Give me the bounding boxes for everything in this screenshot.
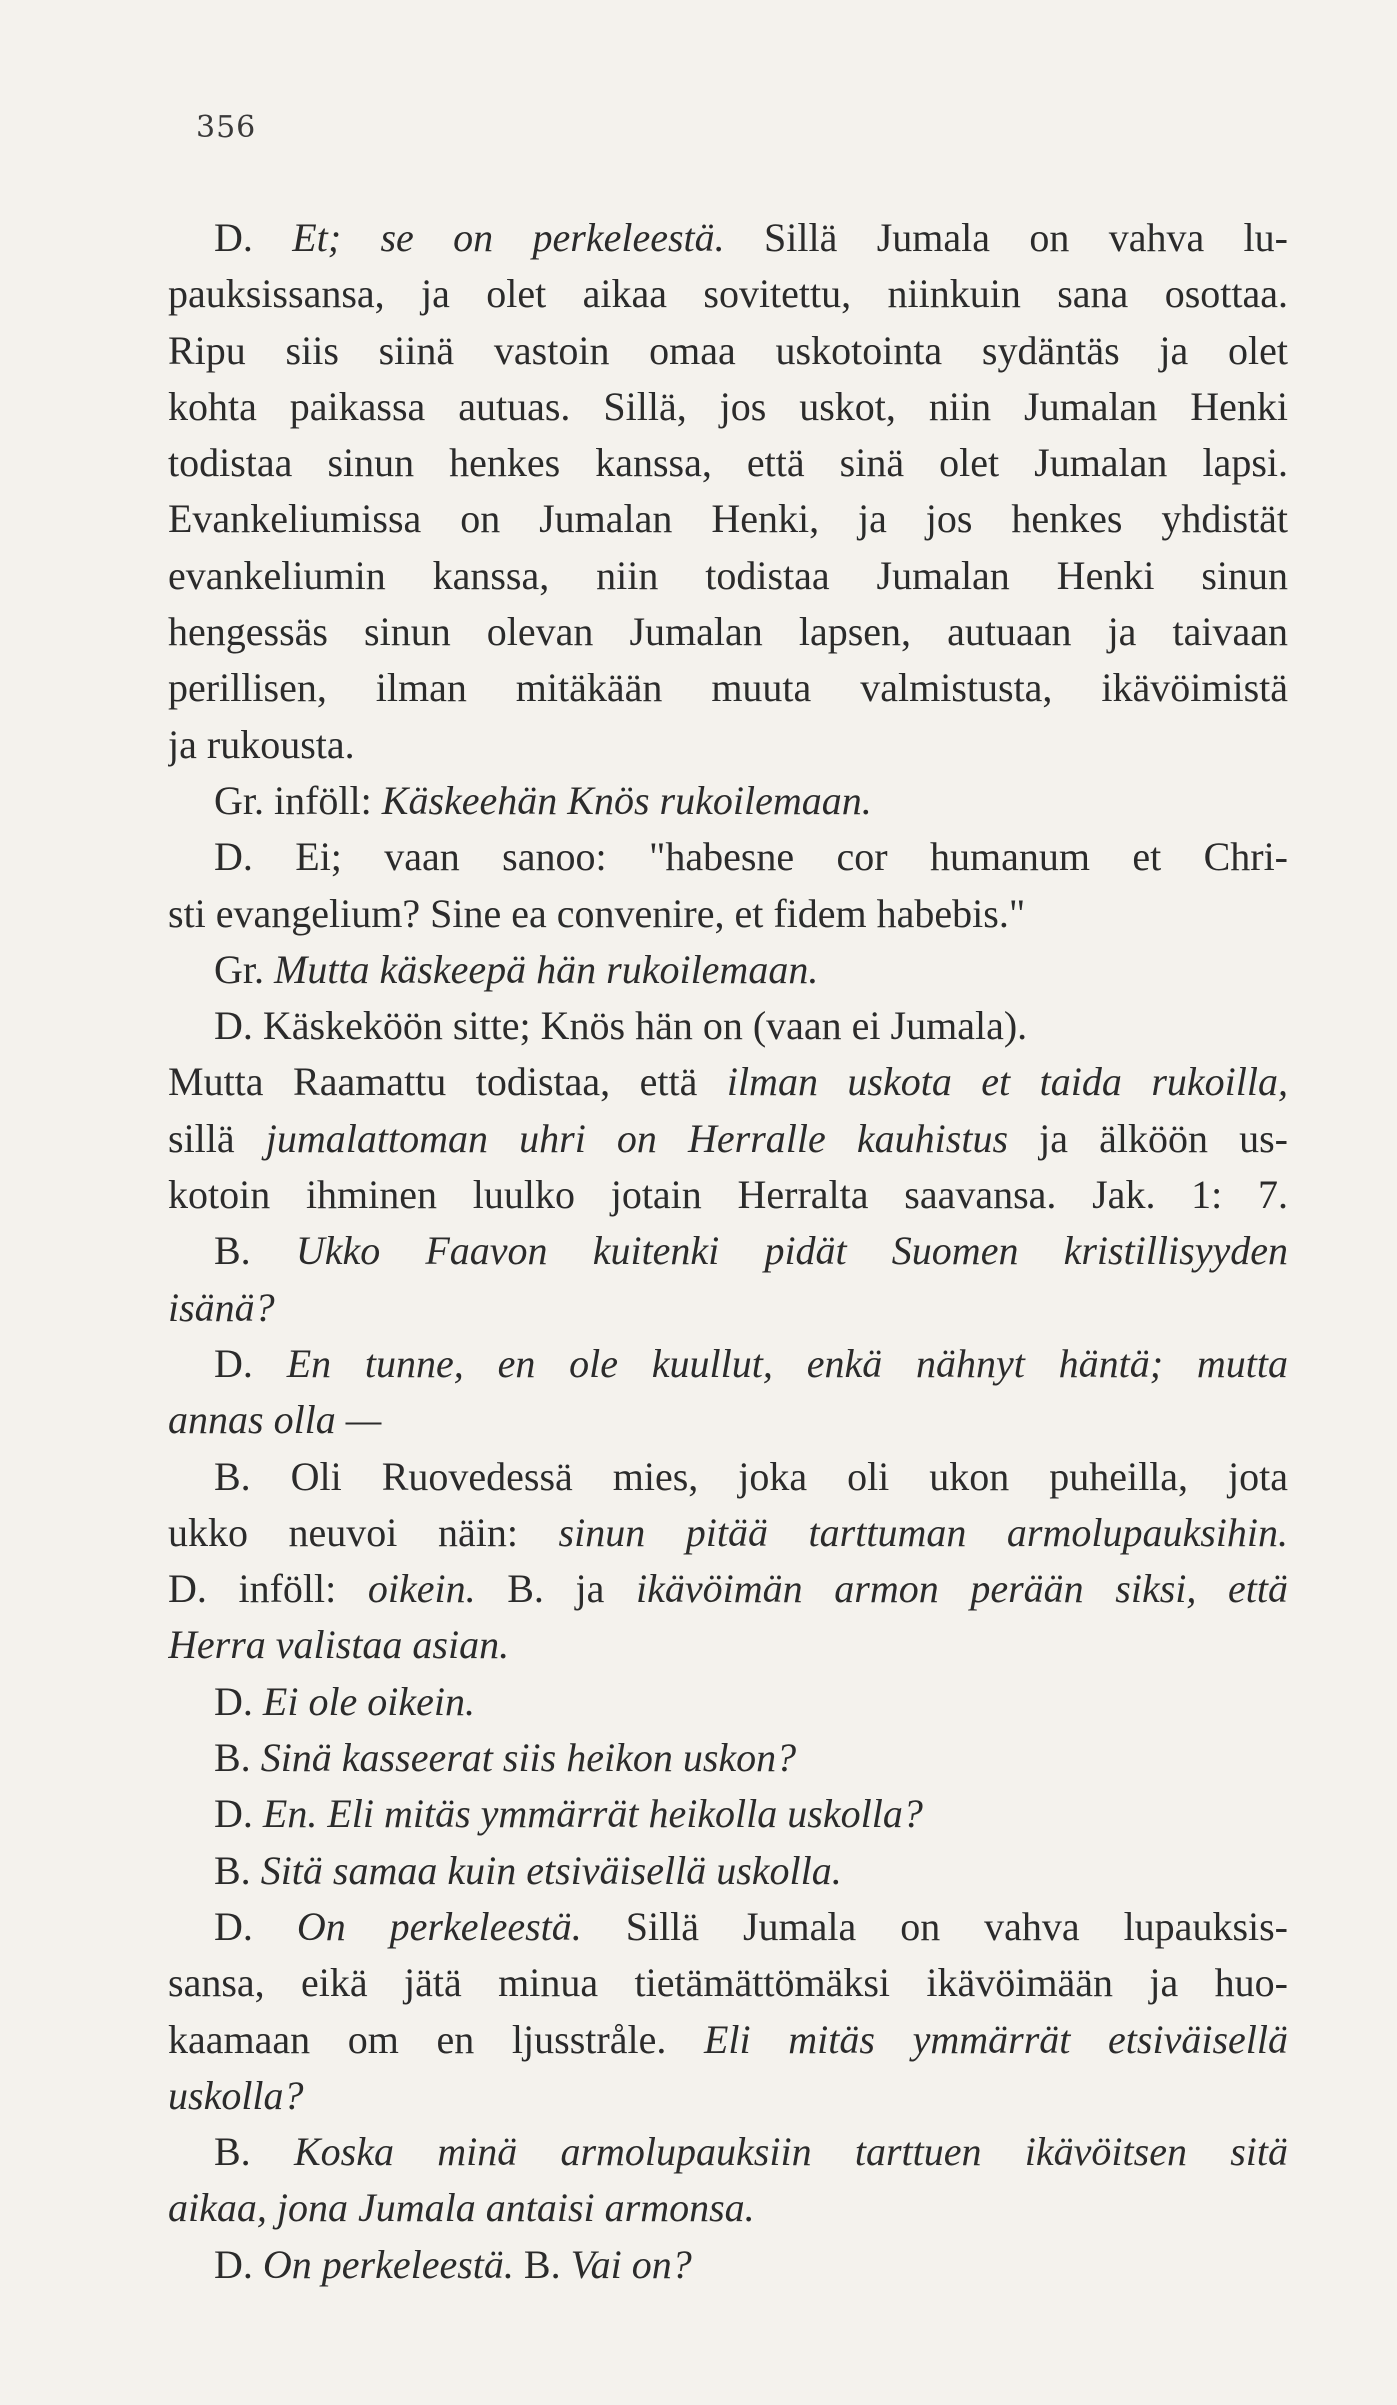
italic-text-segment: Herra valistaa asian.: [168, 1622, 510, 1668]
italic-text-segment: isänä?: [168, 1284, 275, 1330]
text-segment: D.: [214, 2241, 263, 2287]
text-line: [168, 210, 1288, 266]
italic-text-segment: On perkeleestä.: [296, 1903, 582, 1949]
text-segment: B.: [214, 1228, 296, 1274]
text-segment: B.: [513, 2241, 571, 2287]
text-segment: kaamaan om en ljusstråle.: [168, 2016, 704, 2062]
text-segment: B.: [214, 2129, 294, 2175]
text-segment: D. inföll:: [168, 1566, 368, 1612]
text-line: [168, 1899, 1288, 1955]
italic-text-segment: Mutta käskeepä hän rukoilemaan.: [274, 946, 819, 992]
italic-text-segment: En. Eli mitäs ymmärrät heikolla uskolla?: [262, 1791, 923, 1837]
text-segment: ja älköön us-: [1008, 1115, 1288, 1161]
italic-text-segment: Vai on?: [570, 2241, 692, 2287]
text-segment: D.: [214, 1678, 263, 1724]
text-segment: D.: [214, 215, 293, 260]
text-line: [168, 1336, 1288, 1392]
text-segment: Mutta Raamattu todistaa, että: [168, 1059, 727, 1105]
text-line: [168, 1054, 1288, 1110]
text-segment: pauksissansa, ja olet aikaa sovitettu, niinkuin sana osottaa.: [168, 271, 1288, 317]
italic-text-segment: On perkeleestä.: [262, 2241, 514, 2287]
text-segment: Gr.: [214, 946, 274, 992]
italic-text-segment: Sinä kasseerat siis heikon uskon?: [260, 1735, 797, 1781]
text-line: [168, 2237, 1288, 2293]
text-segment: kotoin ihminen luulko jotain Herralta saavansa. Jak. 1: 7.: [168, 1172, 1288, 1218]
text-segment: sillä: [168, 1115, 266, 1161]
italic-text-segment: ilman uskota et taida rukoilla,: [726, 1059, 1288, 1105]
text-segment: evankeliumin kanssa, niin todistaa Jumalan Henki sinun: [168, 552, 1288, 598]
text-line: [168, 660, 1288, 716]
text-line: [168, 1730, 1288, 1786]
text-line: [168, 1223, 1288, 1279]
text-line: [168, 1505, 1288, 1561]
italic-text-segment: Eli mitäs ymmärrät etsiväisellä: [703, 2016, 1288, 2062]
text-segment: B.: [214, 1735, 261, 1781]
text-segment: B.: [214, 1847, 261, 1893]
text-segment: Ripu siis siinä vastoin omaa uskotointa sydäntäs ja olet: [168, 327, 1288, 373]
text-line: [168, 1167, 1288, 1223]
text-segment: sti evangelium? Sine ea convenire, et fidem habebis.": [168, 890, 1026, 936]
text-line: [168, 2180, 1288, 2236]
text-segment: D.: [214, 1903, 297, 1949]
text-line: [168, 1392, 1288, 1448]
text-segment: hengessäs sinun olevan Jumalan lapsen, autuaan ja taivaan: [168, 609, 1288, 655]
text-line: [168, 323, 1288, 379]
text-line: [168, 491, 1288, 547]
italic-text-segment: Käskeehän Knös rukoilemaan.: [381, 777, 872, 823]
text-line: [168, 435, 1288, 491]
text-segment: D. Käskeköön sitte; Knös hän on (vaan ei Jumala).: [214, 1003, 1028, 1049]
text-line: [168, 1786, 1288, 1842]
page-number: 356: [196, 110, 257, 145]
text-line: [168, 1617, 1288, 1673]
text-segment: Sillä Jumala on vahva lu-: [724, 215, 1288, 260]
text-line: [168, 379, 1288, 435]
italic-text-segment: Ukko Faavon kuitenki pidät Suomen kristillisyyden: [295, 1228, 1288, 1274]
text-line: [168, 1674, 1288, 1730]
text-segment: Gr. inföll:: [214, 777, 382, 823]
text-line: [168, 266, 1288, 322]
italic-text-segment: Et; se on perkeleestä.: [292, 215, 725, 260]
text-segment: B. ja: [475, 1566, 637, 1612]
text-line: [168, 886, 1288, 942]
italic-text-segment: uskolla?: [168, 2072, 304, 2118]
italic-text-segment: Koska minä armolupauksiin tarttuen ikävöitsen sitä: [293, 2129, 1288, 2175]
italic-text-segment: annas olla —: [168, 1397, 382, 1443]
text-segment: perillisen, ilman mitäkään muuta valmistusta, ikävöimistä: [168, 665, 1288, 711]
text-line: [168, 2012, 1288, 2068]
text-line: [168, 604, 1288, 660]
text-segment: ukko neuvoi näin:: [168, 1509, 559, 1555]
text-line: [168, 1449, 1288, 1505]
text-segment: todistaa sinun henkes kanssa, että sinä olet Jumalan lapsi.: [168, 440, 1288, 486]
text-segment: Evankeliumissa on Jumalan Henki, ja jos henkes yhdistät: [168, 496, 1288, 542]
text-line: [168, 1561, 1288, 1617]
text-line: [168, 548, 1288, 604]
italic-text-segment: Ei ole oikein.: [262, 1678, 476, 1724]
italic-text-segment: sinun pitää tarttuman armolupauksihin.: [558, 1509, 1288, 1555]
dialogue-text-block: [168, 210, 1288, 2293]
text-line: [168, 2068, 1288, 2124]
italic-text-segment: Sitä samaa kuin etsiväisellä uskolla.: [260, 1847, 842, 1893]
italic-text-segment: ikävöimän armon perään siksi, että: [636, 1566, 1288, 1612]
text-line: [168, 942, 1288, 998]
text-segment: D.: [214, 1791, 263, 1837]
text-segment: kohta paikassa autuas. Sillä, jos uskot, niin Jumalan Henki: [168, 383, 1288, 429]
text-line: [168, 717, 1288, 773]
text-line: [168, 829, 1288, 885]
text-segment: D. Ei; vaan sanoo: "habesne cor humanum et Chri-: [214, 834, 1288, 880]
italic-text-segment: jumalattoman uhri on Herralle kauhistus: [265, 1115, 1009, 1161]
text-segment: B. Oli Ruovedessä mies, joka oli ukon puheilla, jota: [214, 1453, 1288, 1499]
text-segment: sansa, eikä jätä minua tietämättömäksi ikävöimään ja huo-: [168, 1960, 1288, 2006]
italic-text-segment: En tunne, en ole kuullut, enkä nähnyt häntä; mutta: [286, 1340, 1288, 1386]
text-segment: D.: [214, 1340, 287, 1386]
italic-text-segment: aikaa, jona Jumala antaisi armonsa.: [168, 2185, 755, 2231]
text-line: [168, 998, 1288, 1054]
text-line: [168, 1280, 1288, 1336]
text-segment: ja rukousta.: [168, 721, 355, 767]
text-line: [168, 2124, 1288, 2180]
text-line: [168, 773, 1288, 829]
text-line: [168, 1111, 1288, 1167]
italic-text-segment: oikein.: [367, 1566, 476, 1612]
text-line: [168, 1955, 1288, 2011]
text-line: [168, 1843, 1288, 1899]
text-segment: Sillä Jumala on vahva lupauksis-: [581, 1903, 1288, 1949]
